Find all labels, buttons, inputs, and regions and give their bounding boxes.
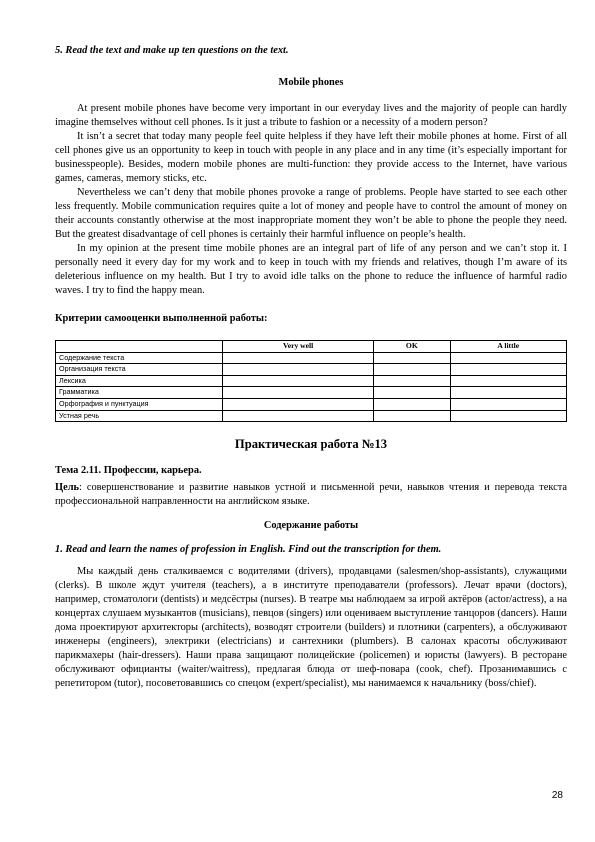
table-cell [374,352,450,364]
table-row [56,398,567,410]
theme-line: Тема 2.11. Профессии, карьера. [55,465,202,477]
table-row-label: Лексика [56,375,223,387]
table-row-label: Грамматика [56,387,223,399]
table-cell [223,410,374,422]
task-1-heading: 1. Read and learn the names of profession in English. Find out the transcription for them. [55,544,442,556]
table-cell [223,352,374,364]
table-row [56,387,567,399]
table-cell [450,364,567,376]
paragraph-1: At present mobile phones have become very important in our everyday lives and the majority of people can hardly imagine themselves without cell phones. Is it just a tribute to fashion or a necessity of a modern person? [55,103,567,128]
table-cell [374,410,450,422]
text-title: Mobile phones [278,77,344,88]
table-row-label: Организация текста [56,364,223,376]
table-header-cell: OK [374,341,450,353]
table-cell [450,410,567,422]
paragraph-4: In my opinion at the present time mobile phones are an integral part of life of any person and we can’t stop it. I personally need it every day for my work and to keep in touch with my friends and relatives, though I’m aware of its deleterious influence on my health. But I try to avoid idle talks on the phone to reduce the influence of harmful radio waves. I try to find the happy mean. [55,243,567,296]
table-cell [450,352,567,364]
table-header-cell: A little [450,341,567,353]
goal-text: : совершенствование и развитие навыков устной и письменной речи, навыков чтения и перевода текста профессиональной направленности на английском языке. [55,482,567,508]
table-row-label: Орфография и пунктуация [56,398,223,410]
table-cell [374,398,450,410]
criteria-table [55,340,567,422]
table-row-label: Устная речь [56,410,223,422]
table-cell [374,387,450,399]
page-number: 28 [551,790,563,801]
goal-paragraph [55,481,567,509]
table-header-row [56,341,567,353]
table-row-label: Содержание текста [56,352,223,364]
table-header-cell: Very well [223,341,374,353]
table-cell [223,398,374,410]
table-cell [223,387,374,399]
table-cell [450,398,567,410]
table-cell [374,375,450,387]
content-title: Содержание работы [263,520,359,532]
table-row [56,364,567,376]
table-header-cell [56,341,223,353]
table-cell [223,375,374,387]
paragraph-3: Nevertheless we can’t deny that mobile phones provoke a range of problems. People have started to see each other less frequently. Mobile communication requires quite a lot of money and people have to control the amount of money on their accounts constantly otherwise at the most inappropriate moment they won’t be able to phone the people they need. But the greatest disadvantage of cell phones is certainly their harmful influence on people’s health. [55,187,567,240]
table-cell [223,364,374,376]
table-cell [450,387,567,399]
task-5-heading: 5. Read the text and make up ten questions on the text. [55,45,289,56]
table-row [56,375,567,387]
goal-label: Цель [55,482,80,494]
work-title: Практическая работа №13 [234,437,388,452]
paragraph-2: It isn’t a secret that today many people feel quite helpless if they have left their mobile phones at home. First of all cell phones give us an opportunity to keep in touch with people in any place and in any time (it’s especially important for businesspeople). Besides, modern mobile phones are multi-function: they provide access to the Internet, have various games, cameras, memory sticks, etc. [55,131,567,184]
table-cell [374,364,450,376]
task-1-text: Мы каждый день сталкиваемся с водителями (drivers), продавцами (salesmen/shop-assistants), служащими (clerks). В школе ждут учителя (teachers), а в институте преподаватели (professors). Лечат врачи (doctors), например, стоматологи (dentists) и медсёстры (nurses). В театре мы наблюдаем за игрой актёров (actor/actress), а на концертах слушаем музыкантов (musicians), певцов (singers) или оцениваем выступление танцоров (dancers). Наши дома проектируют архитекторы (architects), возводят строители (builders) и плотники (carpenters), а обслуживают инженеры (engineers), электрики (electricians) и сантехники (plumbers). В салонах красоты обслуживают парикмахеры (hair-dressers). Наши права защищают полицейские (policemen) и юристы (lawyers). В ресторане обслуживают официанты (waiter/waitress), предлагая блюда от шеф-повара (cook, chef). Прозанимавшись с репетитором (tutor), посоветовавшись со спецом (expert/specialist), мы нанимаемся к начальнику (boss/chief). [55,566,567,690]
criteria-title: Критерии самооценки выполненной работы: [55,313,268,324]
table-cell [450,375,567,387]
table-row [56,352,567,364]
table-row [56,410,567,422]
